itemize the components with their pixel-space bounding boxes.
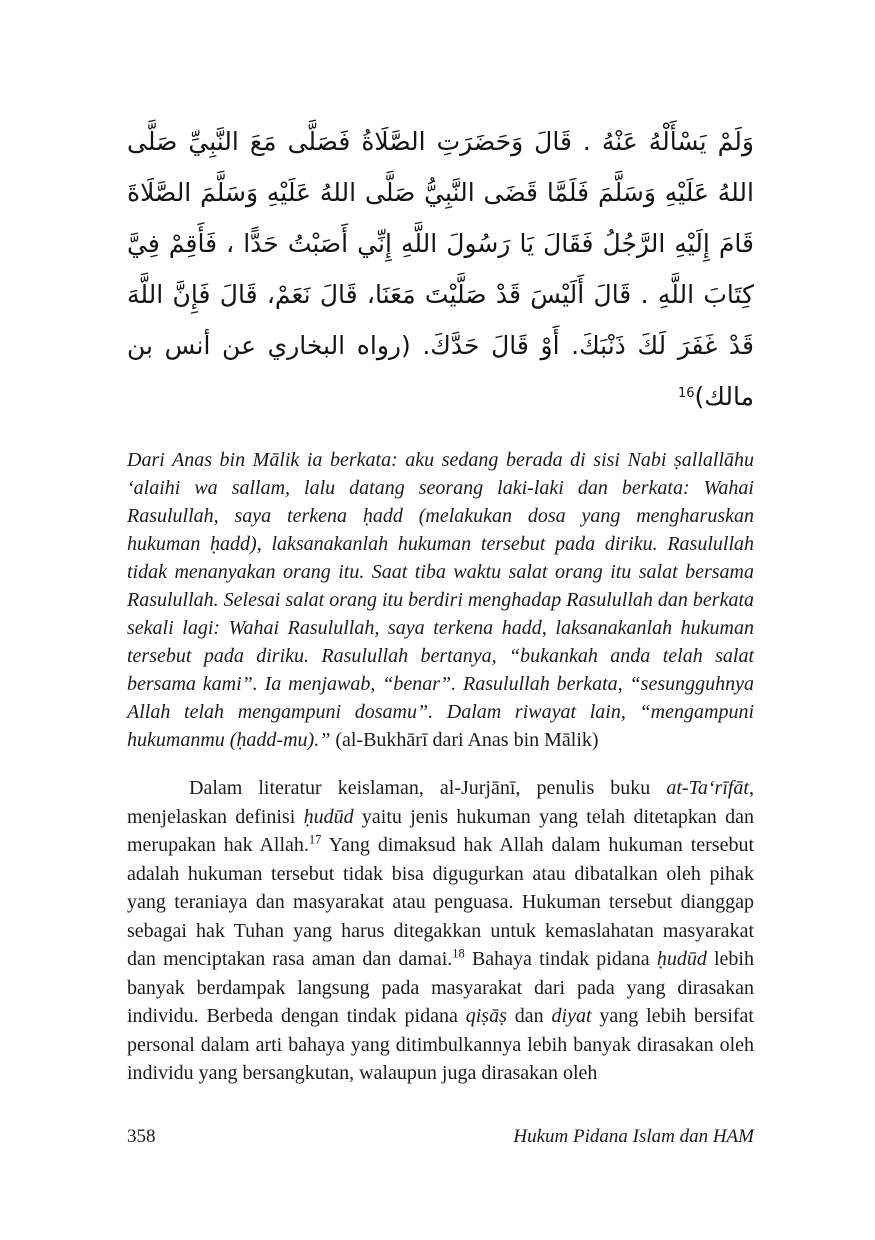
text-run-italic: diyat (551, 1005, 592, 1027)
text-run-italic: ḥudūd (656, 948, 707, 970)
text-run-italic: ḥudūd (303, 805, 354, 828)
hadith-arabic-text: وَلَمْ يَسْأَلْهُ عَنْهُ . قَالَ وَحَضَرَتِ الصَّلَاةُ فَصَلَّى مَعَ النَّبِيِّ صَلَّى اللهُ عَلَيْهِ وَسَلَّمَ فَلَمَّا قَضَى النَّبِيُّ صَلَّى اللهُ عَلَيْهِ وَسَلَّمَ الصَّلَاةَ قَامَ إِلَيْهِ الرَّجُلُ فَقَالَ يَا رَسُولَ اللَّهِ إِنِّي أَصَبْتُ حَدًّا ، فَأَقِمْ فِيَّ كِتَابَ اللَّهِ . قَالَ أَلَيْسَ قَدْ صَلَّيْتَ مَعَنَا، قَالَ نَعَمْ، قَالَ فَإِنَّ اللَّهَ قَدْ غَفَرَ لَكَ ذَنْبَكَ. أَوْ قَالَ حَدَّكَ. (127, 127, 754, 360)
page-number: 358 (127, 1126, 156, 1147)
body-paragraph (127, 774, 754, 1088)
running-title: Hukum Pidana Islam dan HAM (513, 1126, 754, 1147)
text-run: , menjelaskan definisi (127, 777, 754, 828)
page-footer (127, 1126, 754, 1148)
text-run: Bahaya tindak pidana (464, 948, 657, 970)
text-run: Yang dimaksud hak Allah dalam hukuman tersebut adalah hukuman tersebut tidak bisa digugurkan atau dibatalkan oleh pihak yang teraniaya dan masyarakat atau penguasa. Hukuman tersebut dianggap sebagai hak Tuhan yang harus ditegakkan untuk kemaslahatan masyarakat dan menciptakan rasa aman dan damai. (127, 834, 755, 970)
hadith-translation-block (127, 446, 754, 754)
text-run-italic: at-Ta‘rīfāt (666, 777, 749, 799)
hadith-arabic-attribution: (رواه البخاري عن أنس بن مالك) (127, 331, 754, 411)
translation-attribution: (al-Bukhārī dari Anas bin Mālik) (335, 729, 599, 751)
text-run-italic: qiṣāṣ (465, 1005, 507, 1027)
text-run: dan (506, 1005, 552, 1027)
text-run: yang lebih bersifat personal dalam arti bahaya yang ditimbulkannya lebih banyak dirasakan oleh individu yang bersangkutan, walaupun juga dirasakan oleh (127, 1005, 754, 1084)
text-run: Dalam literatur keislaman, al-Jurjānī, penulis buku (189, 777, 667, 799)
text-run: lebih banyak berdampak langsung pada masyarakat dari pada yang dirasakan individu. Berbeda dengan tindak pidana (127, 948, 754, 1027)
page-content (127, 116, 754, 1088)
footnote-ref-17: 17 (308, 832, 322, 847)
text-run: yaitu jenis hukuman yang telah ditetapkan dan merupakan hak Allah. (127, 805, 755, 856)
translation-italic-text: Dari Anas bin Mālik ia berkata: aku sedang berada di sisi Nabi ṣallallāhu ‘alaihi wa sallam, lalu datang seorang laki-laki dan berkata: Wahai Rasulullah, saya terkena ḥadd (melakukan dosa yang mengharuskan hukuman ḥadd), laksanakanlah hukuman tersebut pada diriku. Rasulullah tidak menanyakan orang itu. Saat tiba waktu salat orang itu salat bersama Rasulullah. Selesai salat orang itu berdiri menghadap Rasulullah dan berkata sekali lagi: Wahai Rasulullah, saya terkena hadd, laksanakanlah hukuman tersebut pada diriku. Rasulullah bertanya, “bukankah anda telah salat bersama kami”. Ia menjawab, “benar”. Rasulullah berkata, “sesungguhnya Allah telah mengampuni dosamu”. Dalam riwayat lain, “mengampuni hukumanmu (ḥadd-mu).” (127, 449, 755, 751)
footnote-ref-16: 16 (678, 386, 695, 401)
hadith-arabic-block (127, 116, 754, 422)
footnote-ref-18: 18 (452, 946, 465, 961)
